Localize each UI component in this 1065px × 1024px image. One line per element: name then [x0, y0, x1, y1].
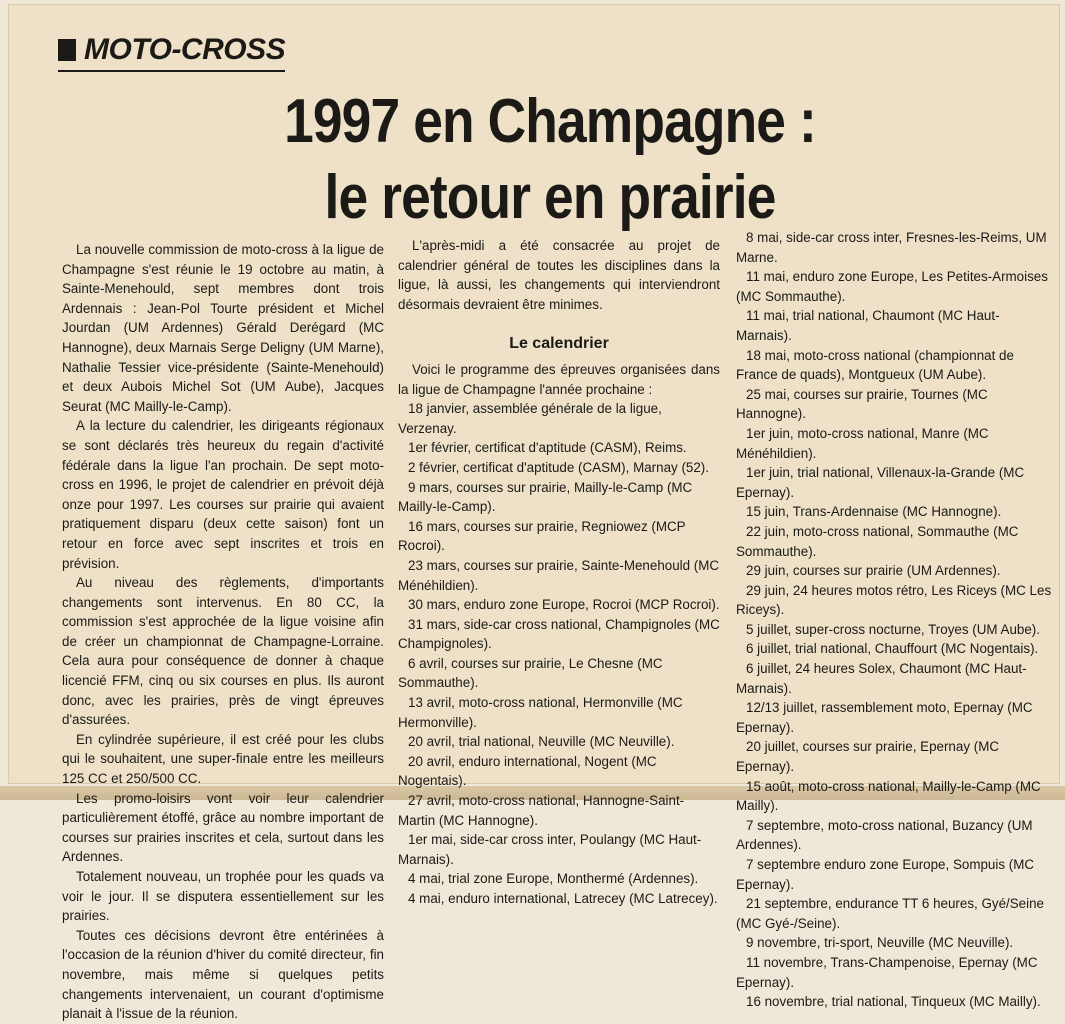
headline-line-1: 1997 en Champagne :: [284, 87, 816, 156]
rubric-square-icon: [58, 39, 76, 61]
paragraph: Toutes ces décisions devront être entérinées à l'occasion de la réunion d'hiver du comité directeur, fin novembre, mais même si quelques petits changements intervenaient, un courant d'optimisme planait à l'issue de la réunion.: [62, 927, 384, 1022]
calendar-event: 6 juillet, 24 heures Solex, Chaumont (MC Haut-Marnais).: [736, 661, 1027, 696]
paragraph: En cylindrée supérieure, il est créé pour les clubs qui le souhaitent, une super-finale entre les meilleurs 125 CC et 250/500 CC.: [62, 731, 384, 787]
calendar-event: 27 avril, moto-cross national, Hannogne-Saint-Martin (MC Hannogne).: [398, 793, 685, 828]
column-1: [62, 240, 384, 1024]
calendar-event: 1er juin, trial national, Villenaux-la-Grande (MC Epernay).: [736, 465, 1025, 500]
calendar-event: 4 mai, enduro international, Latrecey (MC Latrecey).: [408, 891, 718, 906]
calendar-event: 18 mai, moto-cross national (championnat de France de quads), Montgueux (UM Aube).: [736, 347, 1014, 383]
calendar-event: 13 avril, moto-cross national, Hermonville (MC Hermonville).: [398, 695, 683, 730]
calendar-event: 9 novembre, tri-sport, Neuville (MC Neuville).: [746, 935, 1014, 951]
calendar-event: 16 mars, courses sur prairie, Regniowez (MCP Rocroi).: [398, 518, 686, 554]
calendar-event: 15 août, moto-cross national, Mailly-le-Camp (MC Mailly).: [736, 778, 1041, 814]
calendar-event: 20 juillet, courses sur prairie, Epernay (MC Epernay).: [736, 739, 1000, 775]
calendar-event: 1er février, certificat d'aptitude (CASM), Reims.: [408, 440, 687, 456]
calendar-subhead: Le calendrier: [509, 335, 609, 353]
paragraph: Au niveau des règlements, d'importants changements sont intervenus. En 80 CC, la commission s'est approchée de la ligue voisine afin de créer un championnat de Champagne-Lorraine. Cela aura pour conséquence de donner à chaque licencié FFM, cinq ou six courses en plus. Ils auront donc, avec les prairies, près de vingt épreuves d'assurées.: [62, 575, 384, 728]
calendar-event: 8 mai, side-car cross inter, Fresnes-les-Reims, UM Marne.: [736, 230, 1047, 265]
paragraph: La nouvelle commission de moto-cross à la ligue de Champagne s'est réunie le 19 octobre au matin, à Sainte-Menehould, sept membres dont trois Ardennais : Jean-Pol Tourte président et Michel Jourdan (UM Ardennes) Gérald Derégard (MC Hannogne), deux Marnais Serge Deligny (UM Marne), Nathalie Tessier vice-présidente (Sainte-Menehould) et deux Aubois Michel Sot (UM Aube), Jacques Seurat (MC Mailly-le-Camp).: [62, 242, 384, 414]
section-label: MOTO-CROSS: [84, 33, 286, 66]
paragraph: Les promo-loisirs vont voir leur calendrier particulièrement étoffé, grâce au nombre important de courses sur prairies inscrites et cela, surtout dans les Ardennes.: [62, 790, 384, 865]
calendar-event: 7 septembre enduro zone Europe, Sompuis (MC Epernay).: [736, 857, 1035, 892]
calendar-event: 6 juillet, trial national, Chauffourt (MC Nogentais).: [746, 641, 1039, 657]
calendar-event: 22 juin, moto-cross national, Sommauthe (MC Sommauthe).: [736, 523, 1019, 559]
calendar-event: 6 avril, courses sur prairie, Le Chesne (MC Sommauthe).: [398, 655, 663, 691]
calendar-event: 11 mai, enduro zone Europe, Les Petites-Armoises (MC Sommauthe).: [736, 269, 1048, 304]
calendar-event: 4 mai, trial zone Europe, Monthermé (Ardennes).: [408, 871, 699, 887]
calendar-event: 29 juin, 24 heures motos rétro, Les Riceys (MC Les Riceys).: [736, 582, 1052, 618]
calendar-event: 2 février, certificat d'aptitude (CASM), Marnay (52).: [408, 459, 709, 475]
calendar-event: 12/13 juillet, rassemblement moto, Epernay (MC Epernay).: [736, 700, 1033, 735]
calendar-event: 11 novembre, Trans-Champenoise, Epernay (MC Epernay).: [736, 954, 1038, 990]
calendar-event: 11 mai, trial national, Chaumont (MC Haut-Marnais).: [736, 308, 1000, 343]
calendar-event: 25 mai, courses sur prairie, Tournes (MC Hannogne).: [736, 386, 988, 422]
calendar-event: 5 juillet, super-cross nocturne, Troyes (UM Aube).: [746, 621, 1040, 637]
calendar-event: 1er mai, side-car cross inter, Poulangy (MC Haut-Marnais).: [398, 832, 702, 867]
calendar-event: 21 septembre, endurance TT 6 heures, Gyé/Seine (MC Gyé-/Seine).: [736, 896, 1045, 931]
column-2: [398, 236, 720, 909]
paragraph: Voici le programme des épreuves organisées dans la ligue de Champagne l'année prochaine :: [398, 361, 720, 397]
paragraph: A la lecture du calendrier, les dirigeants régionaux se sont déclarés très heureux du regain d'activité fédérale dans la ligue l'an prochain. De sept moto-cross en 1996, le projet de calendrier en prévoit déjà onze pour 1997. Les courses sur prairie qui avaient pratiquement disparu (deux cette saison) font un retour en force avec sept inscrites et trois en prévision.: [62, 418, 384, 571]
calendar-event: 23 mars, courses sur prairie, Sainte-Menehould (MC Ménéhildien).: [398, 557, 720, 593]
calendar-event: 31 mars, side-car cross national, Champignoles (MC Champignoles).: [398, 616, 720, 652]
calendar-event: 1er juin, moto-cross national, Manre (MC Ménéhildien).: [736, 425, 989, 461]
calendar-event: 20 avril, trial national, Neuville (MC Neuville).: [408, 734, 675, 750]
calendar-event: 30 mars, enduro zone Europe, Rocroi (MCP Rocroi).: [408, 597, 720, 613]
calendar-event: 16 novembre, trial national, Tinqueux (MC Mailly).: [746, 994, 1041, 1010]
headline-line-2: le retour en prairie: [324, 163, 776, 232]
column-3: [736, 228, 1054, 1012]
calendar-event: 15 juin, Trans-Ardennaise (MC Hannogne).: [746, 504, 1002, 520]
headline: [232, 84, 868, 236]
paragraph: Totalement nouveau, un trophée pour les quads va voir le jour. Il se disputera essentiellement sur les prairies.: [62, 869, 384, 924]
calendar-event: 29 juin, courses sur prairie (UM Ardennes).: [746, 563, 1001, 579]
paragraph: L'après-midi a été consacrée au projet de calendrier général de toutes les disciplines dans la ligue, là aussi, les changements qui interviendront désormais devraient être minimes.: [398, 238, 720, 312]
calendar-event: 7 septembre, moto-cross national, Buzancy (UM Ardennes).: [736, 817, 1033, 853]
calendar-event: 18 janvier, assemblée générale de la ligue, Verzenay.: [398, 401, 662, 436]
calendar-event: 9 mars, courses sur prairie, Mailly-le-Camp (MC Mailly-le-Camp).: [398, 479, 693, 515]
section-rubric: [58, 30, 285, 72]
calendar-event: 20 avril, enduro international, Nogent (MC Nogentais).: [398, 753, 657, 789]
